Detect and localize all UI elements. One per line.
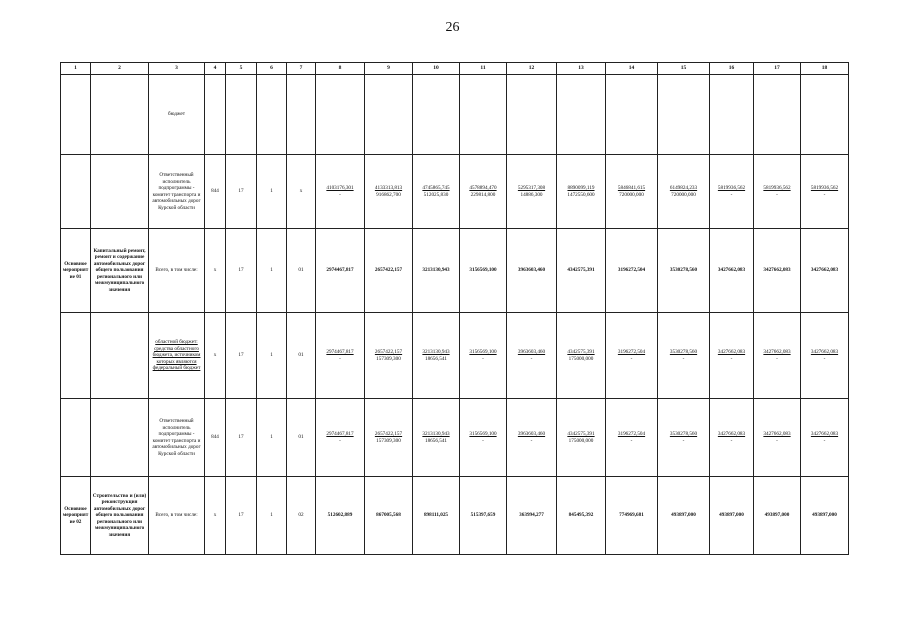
amount-cell bbox=[365, 399, 413, 477]
amount-federal: - bbox=[776, 437, 778, 444]
amount-cell bbox=[316, 313, 365, 399]
amount-total: 4342575,391 bbox=[567, 349, 595, 355]
amount-cell bbox=[413, 399, 460, 477]
amount-federal: 18656,541 bbox=[424, 437, 448, 444]
amount-federal: 720000,000 bbox=[619, 191, 644, 198]
amount-federal: - bbox=[730, 437, 733, 444]
table-row bbox=[61, 75, 849, 155]
amount-total: 512602,889 bbox=[327, 512, 353, 519]
amount-total: 3213130,943 bbox=[422, 349, 450, 355]
amount-cell bbox=[460, 75, 507, 155]
amount-cell bbox=[365, 229, 413, 313]
amount-federal: 512025,830 bbox=[423, 191, 449, 198]
code-cell: 02 bbox=[287, 477, 316, 555]
amount-total: 3156569,100 bbox=[469, 267, 497, 274]
column-header: 3 bbox=[149, 63, 205, 75]
code-cell bbox=[257, 75, 287, 155]
amount-cell bbox=[460, 229, 507, 313]
amount-federal: 175000,000 bbox=[568, 355, 594, 362]
code-cell: 17 bbox=[226, 399, 257, 477]
column-header: 2 bbox=[91, 63, 149, 75]
amount-federal: - bbox=[630, 437, 633, 444]
code-cell: 1 bbox=[257, 155, 287, 229]
measure-name-cell bbox=[91, 399, 149, 477]
amount-total: 3427662,083 bbox=[717, 349, 746, 355]
page-number: 26 bbox=[445, 20, 460, 35]
amount-total: 3530278,560 bbox=[669, 267, 698, 274]
amount-cell bbox=[606, 477, 658, 555]
amount-cell bbox=[507, 75, 557, 155]
amount-cell bbox=[754, 75, 801, 155]
amount-federal: 916862,700 bbox=[376, 191, 401, 198]
amount-cell bbox=[507, 155, 557, 229]
column-header: 15 bbox=[658, 63, 710, 75]
column-header: 7 bbox=[287, 63, 316, 75]
amount-cell bbox=[316, 399, 365, 477]
amount-cell bbox=[658, 313, 710, 399]
responsible-cell: Всего, в том числе: bbox=[149, 229, 205, 313]
amount-total: 3427662,083 bbox=[717, 267, 746, 274]
code-cell: 17 bbox=[226, 477, 257, 555]
amount-federal: 1472550,600 bbox=[567, 191, 595, 198]
amount-cell bbox=[557, 229, 606, 313]
measure-code-cell: Основное мероприятие 01 bbox=[61, 229, 91, 313]
amount-federal: 175000,000 bbox=[568, 437, 594, 444]
code-cell: 01 bbox=[287, 399, 316, 477]
amount-federal: - bbox=[682, 355, 685, 362]
table-row bbox=[61, 229, 849, 313]
responsible-cell: Всего, в том числе: bbox=[149, 477, 205, 555]
amount-cell bbox=[801, 399, 849, 477]
amount-cell bbox=[801, 75, 849, 155]
table-row bbox=[61, 313, 849, 399]
measure-name-cell bbox=[91, 155, 149, 229]
amount-total: 4133313,813 bbox=[374, 185, 403, 191]
amount-total: 493897,000 bbox=[812, 512, 837, 519]
amount-total: 3530278,560 bbox=[669, 431, 698, 437]
amount-total: 845495,392 bbox=[568, 512, 594, 519]
amount-cell bbox=[710, 155, 754, 229]
amount-total: 3427662,083 bbox=[763, 431, 791, 437]
amount-total: 3196272,504 bbox=[617, 267, 646, 274]
amount-total: 515397,659 bbox=[470, 512, 496, 519]
amount-federal: - bbox=[730, 191, 733, 198]
amount-federal: 14886,300 bbox=[520, 191, 543, 198]
amount-total: 3963603,460 bbox=[517, 431, 546, 437]
amount-total: 2974467,817 bbox=[326, 267, 354, 274]
amount-cell bbox=[316, 155, 365, 229]
code-cell: 1 bbox=[257, 313, 287, 399]
amount-cell bbox=[801, 477, 849, 555]
code-cell: 844 bbox=[205, 155, 226, 229]
measure-name-cell bbox=[91, 75, 149, 155]
amount-cell bbox=[557, 155, 606, 229]
amount-cell bbox=[801, 229, 849, 313]
amount-total: 5295317,308 bbox=[517, 185, 546, 191]
amount-federal: - bbox=[730, 355, 733, 362]
amount-total: 493897,000 bbox=[719, 512, 744, 519]
amount-total: 3963603,460 bbox=[517, 267, 546, 274]
amount-cell bbox=[316, 229, 365, 313]
amount-cell bbox=[606, 399, 658, 477]
amount-cell bbox=[413, 477, 460, 555]
amount-total: 2974467,817 bbox=[326, 349, 354, 355]
amount-cell bbox=[316, 75, 365, 155]
amount-cell bbox=[507, 229, 557, 313]
responsible-cell: Ответственный исполнитель подпрограммы - комитет транспорта и автомобильных дорог Курской области bbox=[149, 155, 205, 229]
amount-total: 2974467,817 bbox=[326, 431, 354, 437]
amount-cell bbox=[606, 313, 658, 399]
amount-federal: - bbox=[630, 355, 633, 362]
amount-total: 6149824,233 bbox=[669, 185, 698, 191]
amount-total: 3427662,083 bbox=[717, 431, 746, 437]
code-cell: х bbox=[205, 313, 226, 399]
amount-cell bbox=[754, 477, 801, 555]
amount-total: 5819936,562 bbox=[810, 185, 839, 191]
column-header: 10 bbox=[413, 63, 460, 75]
amount-total: 3156569,100 bbox=[469, 431, 497, 437]
amount-federal: - bbox=[339, 355, 341, 362]
amount-total: 2657422,157 bbox=[374, 349, 403, 355]
amount-total: 8890099,119 bbox=[567, 185, 595, 191]
amount-total: 5846841,615 bbox=[617, 185, 646, 191]
amount-total: 363994,277 bbox=[519, 512, 544, 519]
code-cell: 17 bbox=[226, 313, 257, 399]
amount-total: 493897,000 bbox=[764, 512, 790, 519]
amount-total: 3427662,083 bbox=[810, 267, 839, 274]
code-cell: 844 bbox=[205, 399, 226, 477]
amount-cell bbox=[507, 477, 557, 555]
amount-cell bbox=[606, 75, 658, 155]
amount-federal: - bbox=[682, 437, 685, 444]
header-row bbox=[61, 63, 849, 75]
amount-cell bbox=[460, 155, 507, 229]
amount-total: 3427662,083 bbox=[810, 431, 839, 437]
column-header: 6 bbox=[257, 63, 287, 75]
amount-federal: - bbox=[823, 355, 826, 362]
code-cell: 17 bbox=[226, 229, 257, 313]
amount-federal: - bbox=[530, 355, 533, 362]
code-cell: х bbox=[287, 155, 316, 229]
code-cell bbox=[205, 75, 226, 155]
amount-total: 2657422,157 bbox=[374, 431, 403, 437]
amount-total: 3427662,083 bbox=[763, 349, 791, 355]
amount-federal: 18656,541 bbox=[424, 355, 448, 362]
responsible-cell: областной бюджет: средства областного бюджета, источником которых являются федеральный бюджет bbox=[149, 313, 205, 399]
column-header: 12 bbox=[507, 63, 557, 75]
amount-cell bbox=[316, 477, 365, 555]
code-cell: 1 bbox=[257, 399, 287, 477]
column-header: 11 bbox=[460, 63, 507, 75]
code-cell bbox=[226, 75, 257, 155]
amount-cell bbox=[413, 313, 460, 399]
column-header: 18 bbox=[801, 63, 849, 75]
amount-total: 3213130,943 bbox=[422, 431, 450, 437]
measure-code-cell: Основное мероприятие 02 bbox=[61, 477, 91, 555]
amount-cell bbox=[413, 75, 460, 155]
column-header: 17 bbox=[754, 63, 801, 75]
amount-cell bbox=[365, 313, 413, 399]
amount-total: 3196272,504 bbox=[617, 431, 646, 437]
amount-cell bbox=[801, 313, 849, 399]
measure-code-cell bbox=[61, 155, 91, 229]
measure-code-cell bbox=[61, 399, 91, 477]
code-cell: 01 bbox=[287, 313, 316, 399]
amount-cell bbox=[801, 155, 849, 229]
amount-total: 4342575,391 bbox=[567, 431, 595, 437]
amount-federal: 229814,800 bbox=[470, 191, 496, 198]
amount-federal: - bbox=[823, 191, 826, 198]
amount-total: 3196272,504 bbox=[617, 349, 646, 355]
code-cell: 17 bbox=[226, 155, 257, 229]
amount-total: 3213130,943 bbox=[422, 267, 450, 274]
amount-cell bbox=[710, 75, 754, 155]
amount-cell bbox=[710, 313, 754, 399]
amount-cell bbox=[507, 399, 557, 477]
amount-cell bbox=[710, 229, 754, 313]
amount-total: 4745865,745 bbox=[422, 185, 450, 191]
amount-cell bbox=[658, 75, 710, 155]
amount-total: 3156569,100 bbox=[469, 349, 497, 355]
amount-federal: - bbox=[776, 355, 778, 362]
amount-federal: - bbox=[339, 437, 341, 444]
amount-total: 774969,681 bbox=[619, 512, 644, 519]
amount-cell bbox=[658, 155, 710, 229]
amount-cell bbox=[710, 399, 754, 477]
column-header: 13 bbox=[557, 63, 606, 75]
code-cell bbox=[287, 75, 316, 155]
amount-cell bbox=[658, 477, 710, 555]
amount-total: 4342575,391 bbox=[567, 267, 595, 274]
amount-cell bbox=[754, 155, 801, 229]
amount-federal: - bbox=[482, 437, 484, 444]
amount-total: 3530278,560 bbox=[669, 349, 698, 355]
amount-cell bbox=[413, 155, 460, 229]
amount-cell bbox=[658, 229, 710, 313]
amount-total: 3427662,083 bbox=[763, 267, 791, 274]
amount-cell bbox=[365, 155, 413, 229]
amount-cell bbox=[413, 229, 460, 313]
column-header: 4 bbox=[205, 63, 226, 75]
amount-total: 3427662,083 bbox=[810, 349, 839, 355]
amount-cell bbox=[754, 313, 801, 399]
amount-total: 867005,568 bbox=[376, 512, 401, 519]
code-cell: 1 bbox=[257, 477, 287, 555]
table-row bbox=[61, 399, 849, 477]
column-header: 1 bbox=[61, 63, 91, 75]
amount-cell bbox=[710, 477, 754, 555]
amount-total: 5819936,562 bbox=[763, 185, 791, 191]
amount-cell bbox=[460, 399, 507, 477]
amount-cell bbox=[557, 75, 606, 155]
amount-cell bbox=[606, 155, 658, 229]
amount-cell bbox=[557, 399, 606, 477]
column-header: 5 bbox=[226, 63, 257, 75]
budget-table bbox=[60, 62, 849, 555]
table-row bbox=[61, 155, 849, 229]
amount-federal: 157309,300 bbox=[376, 437, 401, 444]
measure-name-cell: Строительство и (или) реконструкция автомобильных дорог общего пользования регионального или межмуниципального значения bbox=[91, 477, 149, 555]
amount-federal: - bbox=[339, 191, 341, 198]
amount-cell bbox=[460, 313, 507, 399]
amount-cell bbox=[557, 313, 606, 399]
column-header: 9 bbox=[365, 63, 413, 75]
column-header: 8 bbox=[316, 63, 365, 75]
measure-name-cell bbox=[91, 313, 149, 399]
measure-name-cell: Капитальный ремонт, ремонт и содержание автомобильных дорог общего пользования регионального или межмуниципального значения bbox=[91, 229, 149, 313]
amount-cell bbox=[365, 477, 413, 555]
table-row bbox=[61, 477, 849, 555]
column-header: 14 bbox=[606, 63, 658, 75]
amount-cell bbox=[557, 477, 606, 555]
amount-total: 898111,025 bbox=[423, 512, 449, 519]
amount-federal: 720000,000 bbox=[671, 191, 696, 198]
amount-cell bbox=[460, 477, 507, 555]
amount-cell bbox=[658, 399, 710, 477]
amount-cell bbox=[606, 229, 658, 313]
amount-total: 3963603,460 bbox=[517, 349, 546, 355]
amount-cell bbox=[754, 229, 801, 313]
amount-federal: - bbox=[776, 191, 778, 198]
amount-federal: - bbox=[482, 355, 484, 362]
amount-cell bbox=[365, 75, 413, 155]
amount-total: 5819936,562 bbox=[717, 185, 746, 191]
amount-cell bbox=[507, 313, 557, 399]
amount-federal: 157309,300 bbox=[376, 355, 401, 362]
amount-federal: - bbox=[823, 437, 826, 444]
code-cell: 1 bbox=[257, 229, 287, 313]
code-cell: 01 bbox=[287, 229, 316, 313]
amount-total: 4578894,470 bbox=[469, 185, 497, 191]
measure-code-cell bbox=[61, 75, 91, 155]
column-header: 16 bbox=[710, 63, 754, 75]
amount-total: 4103176,301 bbox=[326, 185, 354, 191]
amount-total: 2657422,157 bbox=[374, 267, 403, 274]
measure-code-cell bbox=[61, 313, 91, 399]
code-cell: х bbox=[205, 229, 226, 313]
code-cell: х bbox=[205, 477, 226, 555]
amount-federal: - bbox=[530, 437, 533, 444]
responsible-cell: бюджет bbox=[149, 75, 205, 155]
amount-cell bbox=[754, 399, 801, 477]
amount-total: 493897,000 bbox=[671, 512, 696, 519]
responsible-cell: Ответственный исполнитель подпрограммы - комитет транспорта и автомобильных дорог Курской области bbox=[149, 399, 205, 477]
